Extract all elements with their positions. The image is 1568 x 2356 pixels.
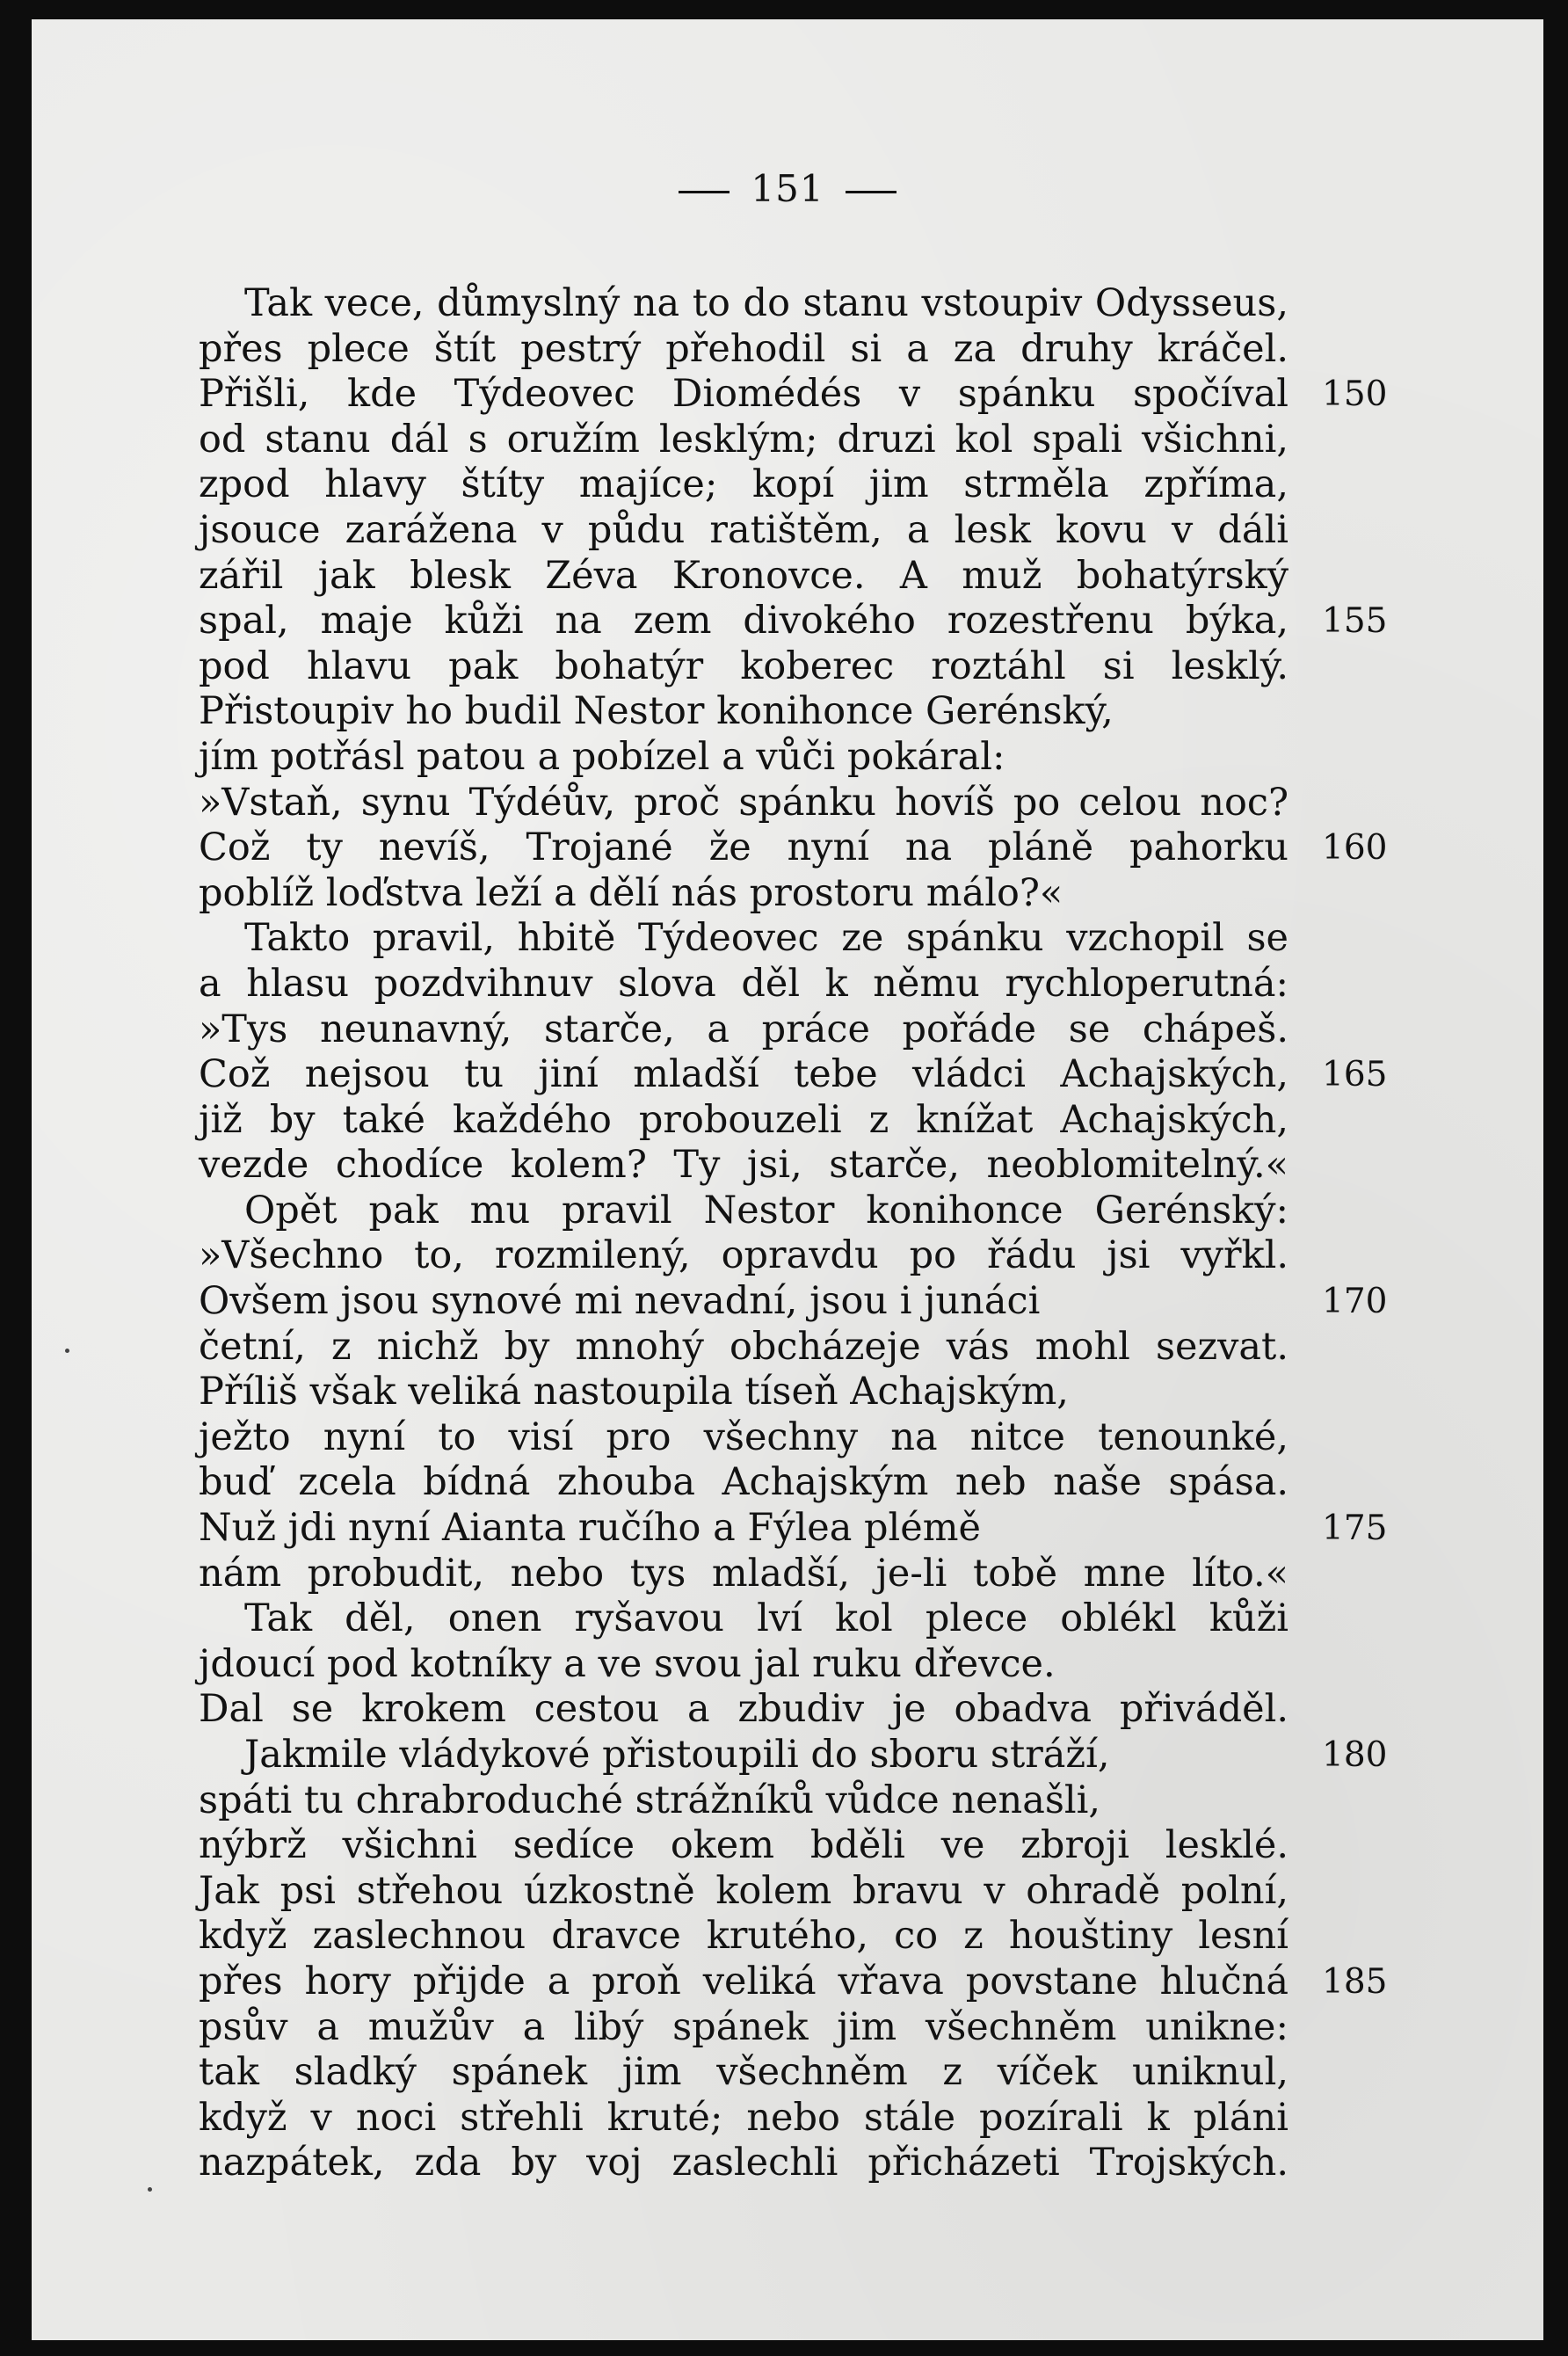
- line-number: 170: [1322, 1282, 1388, 1322]
- verse-line: [199, 1642, 1482, 1688]
- verse-line: [199, 599, 1482, 644]
- verse-line: [199, 2005, 1482, 2051]
- verse-line-text: když zaslechnou dravce krutého, co z houštiny lesní: [199, 1914, 1289, 1959]
- verse-line: [199, 1869, 1482, 1915]
- verse-line: [199, 1233, 1482, 1279]
- verse-line: [199, 1143, 1482, 1189]
- verse-line: [199, 916, 1482, 962]
- verse-line-text: a hlasu pozdvihnuv slova děl k němu rychloperutná:: [199, 961, 1289, 1006]
- line-number: 185: [1322, 1961, 1388, 2002]
- verse-line: [199, 962, 1482, 1007]
- verse-line-text: když v noci střehli kruté; nebo stále pozírali k pláni: [199, 2095, 1289, 2140]
- verse-line-text: Opět pak mu pravil Nestor konihonce Gerénský:: [244, 1188, 1289, 1233]
- verse-line-text: ježto nyní to visí pro všechny na nitce tenounké,: [199, 1414, 1289, 1459]
- verse-line-text: Příliš však veliká nastoupila tíseň Achajským,: [199, 1370, 1069, 1414]
- verse-line-text: »Vstaň, synu Týdéův, proč spánku hovíš po celou noc?: [199, 780, 1289, 825]
- verse-line-text: Tak děl, onen ryšavou lví kol plece oblékl kůži: [244, 1596, 1289, 1641]
- verse-line-text: jím potřásl patou a pobízel a vůči pokáral:: [199, 734, 1005, 779]
- verse-line-text: zpod hlavy štíty majíce; kopí jim strměla zpříma,: [199, 462, 1289, 507]
- verse-line: [199, 508, 1482, 554]
- verse-line-text: Dal se krokem cestou a zbudiv je obadva přiváděl.: [199, 1687, 1289, 1732]
- verse-line: [199, 2096, 1482, 2141]
- line-number: 165: [1322, 1055, 1388, 1095]
- verse-line: [199, 1189, 1482, 1234]
- verse-line: [199, 1778, 1482, 1824]
- verse-line: [199, 1415, 1482, 1461]
- verse-line-text: Přišli, kde Týdeovec Diomédés v spánku spočíval: [199, 372, 1289, 417]
- verse-line: [199, 462, 1482, 508]
- verse-line-text: od stanu dál s oružím lesklým; druzi kol spali všichni,: [199, 417, 1289, 462]
- verse-line-text: Takto pravil, hbitě Týdeovec ze spánku vzchopil se: [244, 916, 1289, 961]
- verse-line: [199, 2141, 1482, 2186]
- verse-line-text: tak sladký spánek jim všechněm z víček uniknul,: [199, 2050, 1289, 2095]
- verse-line-text: vezde chodíce kolem? Ty jsi, starče, neoblomitelný.«: [199, 1143, 1289, 1188]
- verse-line-text: přes plece štít pestrý přehodil si a za druhy kráčel.: [199, 326, 1289, 371]
- verse-line-text: »Tys neunavný, starče, a práce pořáde se chápeš.: [199, 1007, 1289, 1051]
- verse-line-text: Jak psi střehou úzkostně kolem bravu v ohradě polní,: [199, 1868, 1289, 1913]
- verse-line: [199, 689, 1482, 735]
- verse-line: [199, 1052, 1482, 1098]
- verse-line: [199, 418, 1482, 463]
- line-number: 180: [1322, 1735, 1388, 1775]
- verse-text: [199, 281, 1482, 2186]
- page-number: [32, 167, 1543, 210]
- verse-line-text: buď zcela bídná zhouba Achajským neb naše spása.: [199, 1460, 1289, 1505]
- dash-left: [679, 191, 730, 193]
- verse-line-text: Což ty nevíš, Trojané že nyní na pláně pahorku: [199, 825, 1289, 870]
- verse-line: [199, 1370, 1482, 1415]
- verse-line: [199, 372, 1482, 418]
- verse-line-text: jdoucí pod kotníky a ve svou jal ruku dřevce.: [199, 1641, 1056, 1686]
- verse-line: [199, 1733, 1482, 1778]
- dust-speck: [148, 2187, 152, 2192]
- verse-line-text: Jakmile vládykové přistoupili do sboru stráží,: [244, 1733, 1110, 1777]
- verse-line: [199, 1823, 1482, 1869]
- verse-line: [199, 281, 1482, 327]
- line-number: 150: [1322, 374, 1388, 415]
- verse-line: [199, 1007, 1482, 1053]
- verse-line-text: Což nejsou tu jiní mladší tebe vládci Achajských,: [199, 1052, 1289, 1097]
- verse-line-text: zářil jak blesk Zéva Kronovce. A muž bohatýrský: [199, 553, 1289, 598]
- verse-line: [199, 1914, 1482, 1960]
- verse-line: [199, 2050, 1482, 2096]
- verse-line-text: Nuž jdi nyní Aianta ručího a Fýlea plémě: [199, 1506, 981, 1551]
- verse-line: [199, 1596, 1482, 1642]
- line-number: 155: [1322, 601, 1388, 642]
- verse-line-text: četní, z nichž by mnohý obcházeje vás mohl sezvat.: [199, 1324, 1289, 1369]
- verse-line: [199, 735, 1482, 781]
- verse-line: [199, 1687, 1482, 1733]
- verse-line: [199, 825, 1482, 871]
- verse-line: [199, 1506, 1482, 1552]
- verse-line: [199, 1325, 1482, 1371]
- line-number: 175: [1322, 1509, 1388, 1549]
- line-number: 160: [1322, 828, 1388, 869]
- verse-line-text: nám probudit, nebo tys mladší, je-li tobě mne líto.«: [199, 1551, 1289, 1596]
- verse-line-text: spal, maje kůži na zem divokého rozestřenu býka,: [199, 599, 1289, 644]
- verse-line-text: nýbrž všichni sedíce okem bděli ve zbroji lesklé.: [199, 1823, 1289, 1868]
- verse-line: [199, 1960, 1482, 2005]
- verse-line-text: psův a mužův a libý spánek jim všechněm unikne:: [199, 2004, 1289, 2049]
- verse-line: [199, 1098, 1482, 1144]
- verse-line-text: pod hlavu pak bohatýr koberec roztáhl si lesklý.: [199, 644, 1289, 688]
- verse-line: [199, 327, 1482, 373]
- verse-line: [199, 1279, 1482, 1325]
- verse-line-text: jsouce zarážena v půdu ratištěm, a lesk kovu v dáli: [199, 507, 1289, 552]
- verse-line: [199, 554, 1482, 600]
- book-page: [32, 19, 1543, 2340]
- verse-line-text: nazpátek, zda by voj zaslechli přicházeti Trojských.: [199, 2141, 1289, 2185]
- verse-line-text: Přistoupiv ho budil Nestor konihonce Gerénský,: [199, 689, 1114, 734]
- verse-line-text: »Všechno to, rozmilený, opravdu po řádu jsi vyřkl.: [199, 1233, 1289, 1278]
- verse-line-text: poblíž loďstva leží a dělí nás prostoru málo?«: [199, 870, 1063, 915]
- verse-line-text: Tak vece, důmyslný na to do stanu vstoupiv Odysseus,: [244, 281, 1289, 325]
- dash-right: [846, 191, 897, 193]
- dust-speck: [65, 1349, 69, 1353]
- verse-line-text: Ovšem jsou synové mi nevadní, jsou i junáci: [199, 1279, 1041, 1324]
- verse-line: [199, 644, 1482, 690]
- verse-line-text: přes hory přijde a proň veliká vřava povstane hlučná: [199, 1959, 1289, 2003]
- verse-line-text: již by také každého probouzeli z knížat Achajských,: [199, 1097, 1289, 1142]
- verse-line: [199, 781, 1482, 826]
- page-number-value: 151: [751, 167, 824, 210]
- verse-line: [199, 1460, 1482, 1506]
- verse-line-text: spáti tu chrabroduché strážníků vůdce nenašli,: [199, 1778, 1101, 1822]
- verse-line: [199, 1552, 1482, 1597]
- verse-line: [199, 871, 1482, 917]
